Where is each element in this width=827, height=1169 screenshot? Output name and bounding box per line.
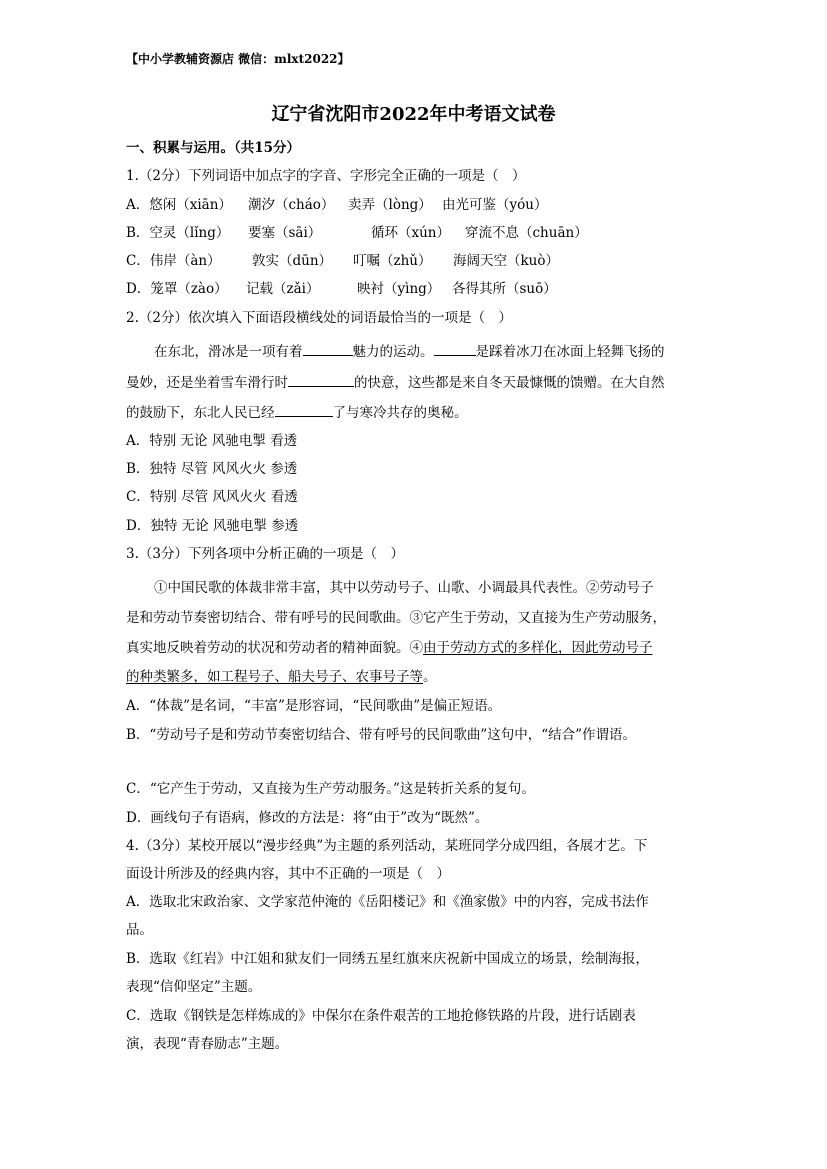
q2-option-a: A．特别 无论 风驰电掣 看透	[126, 433, 298, 449]
q1-a-word-3: 卖弄（lòng）	[348, 197, 432, 213]
q3-passage-line-4	[126, 667, 437, 687]
q3-stem: 3.（3分）下列各项中分析正确的一项是（ ）	[126, 546, 404, 562]
q2-passage-line-3	[126, 402, 468, 423]
q3-passage-line-1: ①中国民歌的体裁非常丰富，其中以劳动号子、山歌、小调最具代表性。②劳动号子	[154, 580, 654, 596]
q1-d-word-3: 映衬（yìng）	[357, 281, 441, 297]
q2-passage-line-2	[126, 372, 665, 393]
q1-c-word-4: 海阔天空（kuò）	[453, 253, 560, 269]
q2-passage-line-1	[154, 341, 665, 362]
q3-passage-line-3	[126, 638, 653, 658]
q1-stem: 1.（2分）下列词语中加点字的字音、字形完全正确的一项是（ ）	[126, 168, 526, 184]
q4-option-a-line-2: 品。	[126, 922, 153, 938]
q2-blank-1	[303, 341, 353, 356]
q3-option-c: C．“它产生于劳动，又直接为生产劳动服务。”这是转折关系的复句。	[126, 781, 535, 797]
q2-stem: 2.（2分）依次填入下面语段横线处的词语最恰当的一项是（ ）	[126, 310, 512, 326]
q3-option-a: A．“体裁”是名词，“丰富”是形容词，“民间歌曲”是偏正短语。	[126, 698, 502, 714]
q2-blank-4	[275, 402, 333, 417]
q1-c-word-3: 叮嘱（zhǔ）	[353, 253, 432, 269]
q2-text: 曼妙，还是坐着雪车滑行时	[126, 375, 288, 391]
q4-option-c-line-1: C．选取《钢铁是怎样炼成的》中保尔在条件艰苦的工地抢修铁路的片段，进行话剧表	[126, 1008, 636, 1024]
q1-a-word-2: 潮汐（cháo）	[248, 197, 335, 213]
q1-c-word-1: C．伟岸（àn）	[126, 253, 221, 269]
section-heading: 一、积累与运用。（共15分）	[126, 140, 301, 156]
q1-a-word-1: A．悠闲（xiān）	[126, 197, 232, 213]
q2-option-b: B．独特 尽管 风风火火 参透	[126, 461, 298, 477]
q1-c-word-2: 敦实（dūn）	[252, 253, 333, 269]
q1-d-word-4: 各得其所（suō）	[452, 281, 557, 297]
q1-option-d	[126, 279, 557, 299]
q2-text: 了与寒冷共存的奥秘。	[332, 405, 468, 421]
q2-text: 是踩着冰刀在冰面上轻舞飞扬的	[475, 344, 665, 360]
q3-option-b: B．“劳动号子是和劳动节奏密切结合、带有呼号的民间歌曲”这句中，“结合”作谓语。	[126, 727, 637, 743]
q2-text: 的快意，这些都是来自冬天最慷慨的馈赠。在大自然	[354, 375, 665, 391]
q2-blank-3	[288, 372, 354, 387]
q1-option-a	[126, 195, 547, 215]
q1-option-b	[126, 223, 588, 243]
q1-option-c	[126, 251, 559, 271]
q1-b-word-4: 穿流不息（chuān）	[465, 225, 588, 241]
q2-blank-2	[434, 341, 476, 356]
q1-a-word-4: 由光可鉴（yóu）	[442, 197, 548, 213]
q3-passage-line-2: 是和劳动节奏密切结合、带有呼号的民间歌曲。③它产生于劳动，又直接为生产劳动服务，	[126, 610, 666, 626]
q3-underlined-sentence: 由于劳动方式的多样化，因此劳动号子	[423, 640, 653, 656]
q2-text: 的鼓励下，东北人民已经	[126, 405, 275, 421]
q3-option-d: D．画线句子有语病，修改的方法是：将“由于”改为“既然”。	[126, 810, 489, 826]
q4-option-a-line-1: A．选取北宋政治家、文学家范仲淹的《岳阳楼记》和《渔家傲》中的内容，完成书法作	[126, 894, 649, 910]
q3-underlined-sentence: 的种类繁多，如工程号子、船夫号子、农事号子等	[126, 669, 423, 685]
q2-text: 魅力的运动。	[352, 344, 434, 360]
q4-stem-line-1: 4.（3分）某校开展以“漫步经典”为主题的系列活动，某班同学分成四组，各展才艺。下	[126, 838, 648, 854]
q1-d-word-1: D．笼罩（zào）	[126, 281, 228, 297]
q1-d-word-2: 记载（zǎi）	[246, 281, 320, 297]
q2-option-d: D．独特 无论 风驰电掣 参透	[126, 518, 299, 534]
q1-b-word-2: 要塞（sāi）	[248, 225, 322, 241]
q3-text: 。	[423, 669, 437, 685]
q1-b-word-3: 循环（xún）	[371, 225, 451, 241]
q3-text: 真实地反映着劳动的状况和劳动者的精神面貌。④	[126, 640, 423, 656]
page-header: 【中小学教辅资源店 微信：mlxt2022】	[126, 52, 350, 66]
q4-option-b-line-1: B．选取《红岩》中江姐和狱友们一同绣五星红旗来庆祝新中国成立的场景，绘制海报，	[126, 951, 649, 967]
q4-option-c-line-2: 演，表现“青春励志”主题。	[126, 1036, 289, 1052]
q1-b-word-1: B．空灵（lǐng）	[126, 225, 230, 241]
page-title: 辽宁省沈阳市2022年中考语文试卷	[271, 104, 556, 125]
q2-text: 在东北，滑冰是一项有着	[154, 344, 303, 360]
q2-option-c: C．特别 尽管 风风火火 看透	[126, 489, 298, 505]
q4-stem-line-2: 面设计所涉及的经典内容，其中不正确的一项是（ ）	[126, 866, 450, 882]
q4-option-b-line-2: 表现“信仰坚定”主题。	[126, 979, 262, 995]
